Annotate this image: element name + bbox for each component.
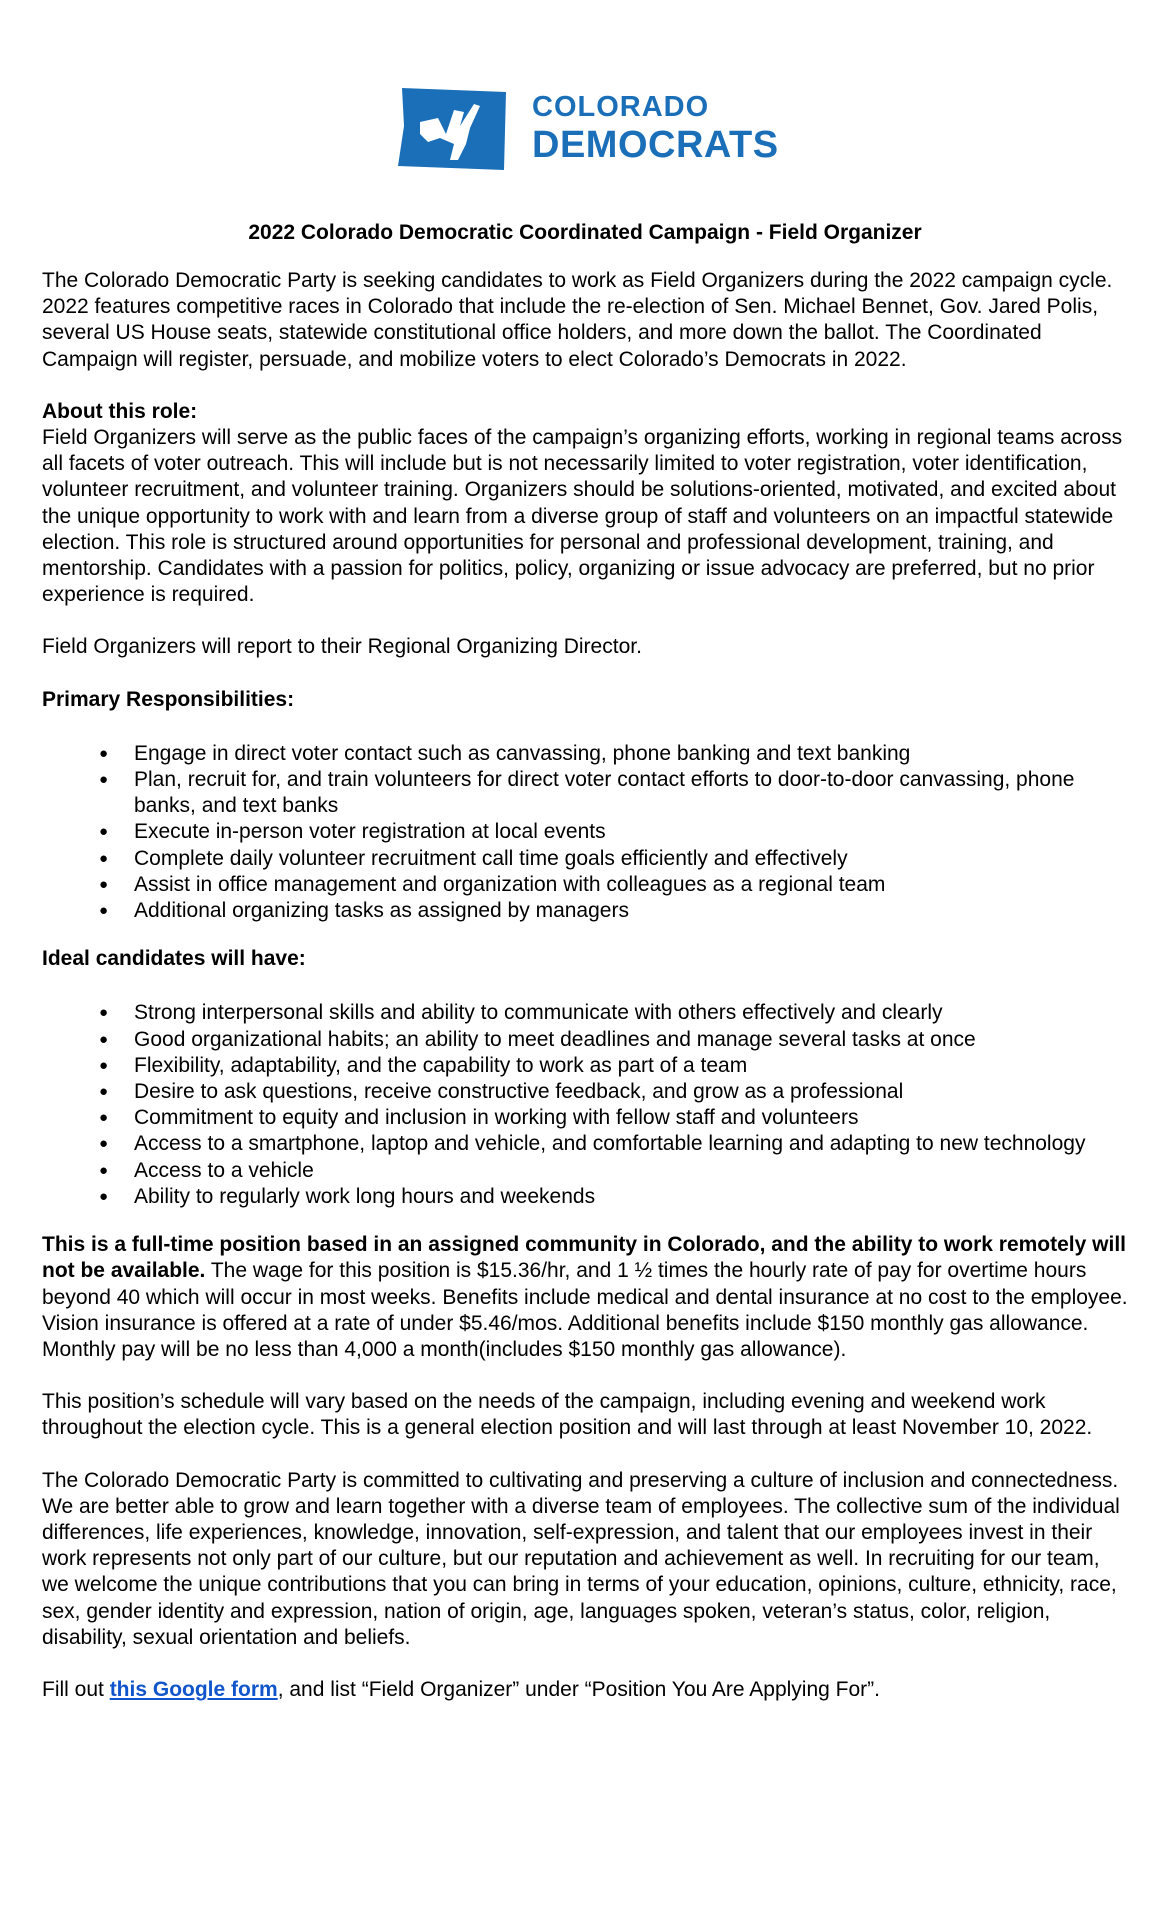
google-form-link[interactable]: this Google form bbox=[109, 1677, 278, 1701]
inclusion-paragraph: The Colorado Democratic Party is committed to cultivating and preserving a culture of inclusion and connectedness. We are better able to grow and learn together with a diverse team of employees. The collective sum of the individual differences, life experiences, knowledge, innovation, self-expression, and talent that our employees invest in their work represents not only part of our culture, but our reputation and achievement as well. In recruiting for our team, we welcome the unique contributions that you can bring in terms of your education, opinions, culture, ethnicity, race, sex, gender identity and expression, nation of origin, age, languages spoken, veteran’s status, color, religion, disability, sexual orientation and beliefs. bbox=[42, 1468, 1120, 1649]
document-title: 2022 Colorado Democratic Coordinated Campaign - Field Organizer bbox=[248, 221, 922, 244]
apply-prefix: Fill out bbox=[42, 1677, 110, 1701]
apply-suffix: , and list “Field Organizer” under “Position You Are Applying For”. bbox=[277, 1677, 880, 1701]
candidates-list bbox=[42, 1000, 1128, 1210]
list-item: ● Access to a vehicle bbox=[134, 1158, 1128, 1184]
list-item: ● Commitment to equity and inclusion in working with fellow staff and volunteers bbox=[134, 1105, 1128, 1131]
logo-line-democrats: DEMOCRATS bbox=[532, 123, 779, 166]
list-item: ● Good organizational habits; an ability to meet deadlines and manage several tasks at once bbox=[134, 1027, 1128, 1053]
intro-paragraph: The Colorado Democratic Party is seeking candidates to work as Field Organizers during the 2022 campaign cycle. 2022 features competitive races in Colorado that include the re-election of Sen. Michael Bennet, Gov. Jared Polis, several US House seats, statewide constitutional office holders, and more down the ballot. The Coordinated Campaign will register, persuade, and mobilize voters to elect Colorado’s Democrats in 2022. bbox=[42, 269, 1113, 371]
candidates-heading: Ideal candidates will have: bbox=[42, 947, 306, 971]
list-item: ● Execute in-person voter registration at local events bbox=[134, 819, 1128, 845]
about-paragraph: Field Organizers will serve as the public faces of the campaign’s organizing efforts, working in regional teams across all facets of voter outreach. This will include but is not necessarily limited to voter registration, voter identification, volunteer recruitment, and volunteer training. Organizers should be solutions-oriented, motivated, and excited about the unique opportunity to work with and learn from a diverse group of staff and volunteers on an impactful statewide election. This role is structured around opportunities for personal and professional development, training, and mentorship. Candidates with a passion for politics, policy, organizing or issue advocacy are preferred, but no prior experience is required. bbox=[42, 426, 1123, 607]
responsibilities-list bbox=[42, 741, 1128, 924]
position-paragraph bbox=[42, 1232, 1128, 1363]
list-item: ● Access to a smartphone, laptop and vehicle, and comfortable learning and adapting to new technology bbox=[134, 1131, 1128, 1157]
schedule-paragraph: This position’s schedule will vary based on the needs of the campaign, including evening and weekend work throughout the election cycle. This is a general election position and will last through at least November 10, 2022. bbox=[42, 1390, 1093, 1440]
list-item: ● Assist in office management and organization with colleagues as a regional team bbox=[134, 872, 1128, 898]
list-item: ● Desire to ask questions, receive constructive feedback, and grow as a professional bbox=[134, 1079, 1128, 1105]
responsibilities-heading: Primary Responsibilities: bbox=[42, 687, 295, 711]
logo-wordmark bbox=[532, 90, 779, 166]
list-item: ● Engage in direct voter contact such as canvassing, phone banking and text banking bbox=[134, 741, 1128, 767]
document-body bbox=[42, 220, 1128, 1729]
list-item: ● Strong interpersonal skills and ability to communicate with others effectively and clearly bbox=[134, 1000, 1128, 1026]
donkey-flag-logo-icon bbox=[390, 82, 510, 174]
list-item: ● Plan, recruit for, and train volunteers for direct voter contact efforts to door-to-door canvassing, phone banks, and text banks bbox=[134, 767, 1128, 819]
list-item: ● Flexibility, adaptability, and the capability to work as part of a team bbox=[134, 1053, 1128, 1079]
report-line: Field Organizers will report to their Regional Organizing Director. bbox=[42, 635, 642, 659]
list-item: ● Additional organizing tasks as assigned by managers bbox=[134, 898, 1128, 924]
colorado-democrats-logo bbox=[390, 82, 780, 174]
list-item: ● Ability to regularly work long hours and weekends bbox=[134, 1184, 1128, 1210]
logo-line-colorado: COLORADO bbox=[532, 90, 710, 123]
apply-line bbox=[42, 1677, 1128, 1703]
position-bold-statement: This is a full-time position based in an assigned community in Colorado, and the ability to work remotely will not be available. bbox=[42, 1233, 1126, 1283]
about-heading: About this role: bbox=[42, 399, 198, 423]
position-details: The wage for this position is $15.36/hr, and 1 ½ times the hourly rate of pay for overtime hours beyond 40 which will occur in most weeks. Benefits include medical and dental insurance at no cost to the employee. Vision insurance is offered at a rate of under $5.46/mos. Additional benefits include $150 monthly gas allowance. Monthly pay will be no less than 4,000 a month(includes $150 monthly gas allowance). bbox=[42, 1259, 1128, 1361]
list-item: ● Complete daily volunteer recruitment call time goals efficiently and effectively bbox=[134, 846, 1128, 872]
